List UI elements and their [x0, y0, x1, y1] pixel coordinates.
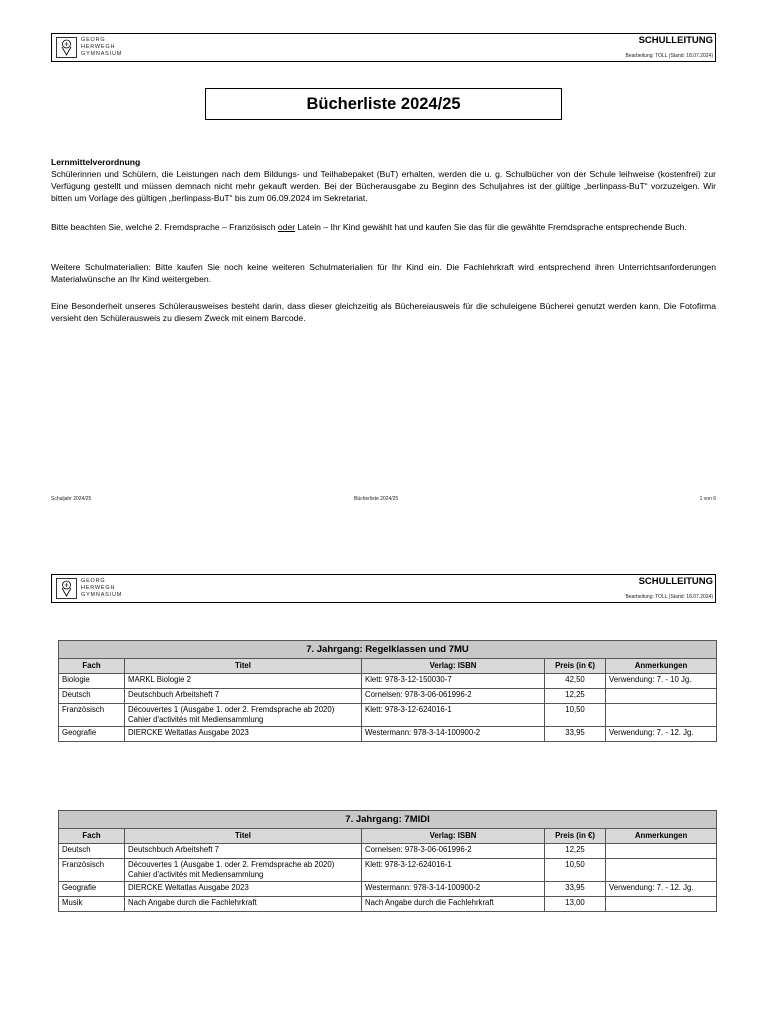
page-header — [51, 33, 716, 62]
school-logo-icon — [56, 578, 77, 599]
column-header-verlag: Verlag: ISBN — [362, 829, 545, 844]
table-row: Französisch Découvertes 1 (Ausgabe 1. oder 2. Fremdsprache ab 2020) Cahier d'activités mit Mediensammlung Klett: 978-3-12-624016-1 10,50 — [59, 859, 717, 882]
intro-paragraph-1: Lernmittelverordnung Schülerinnen und Schülern, die Leistungen nach dem Bildungs- und Teilhabepaket (BuT) erhalten, werden die u. g. Schulbücher von der Schule leihweise (kostenfrei) zur Verfügung gestellt und müssen demnach nicht mehr gekauft werden. Bei der Bücherausgabe zu Beginn des Schuljahres ist der gültige „berlinpass-BuT“ vorzuzeigen. Wir bitten um Vorlage des gültigen „berlinpass-BuT“ bis zum 06.09.2024 im Sekretariat. — [51, 157, 716, 203]
school-name: GEORG HERWEGH GYMNASIUM — [81, 578, 123, 598]
footer-page-number: 1 von 6 — [699, 496, 716, 502]
book-table-regelklassen — [58, 640, 717, 742]
column-header-anmerkungen: Anmerkungen — [606, 659, 717, 674]
footer-doc-name: Bücherliste 2024/25 — [354, 496, 399, 502]
book-table-7midi — [58, 810, 717, 912]
underlined-word: oder — [277, 222, 296, 232]
column-header-titel: Titel — [125, 829, 362, 844]
school-name: GEORG HERWEGH GYMNASIUM — [81, 37, 123, 57]
column-header-preis: Preis (in €) — [545, 659, 606, 674]
org-unit: SCHULLEITUNG — [638, 35, 713, 46]
column-header-verlag: Verlag: ISBN — [362, 659, 545, 674]
column-header-anmerkungen: Anmerkungen — [606, 829, 717, 844]
page-header — [51, 574, 716, 603]
table-caption: 7. Jahrgang: 7MIDI — [59, 811, 717, 829]
school-logo-icon — [56, 37, 77, 58]
edit-info: Bearbeitung: TOLL (Stand: 18.07.2024) — [625, 594, 713, 600]
intro-paragraph-2: Bitte beachten Sie, welche 2. Fremdsprache – Französisch oder Latein – Ihr Kind gewählt hat und kaufen Sie das für die gewählte Fremdsprache entsprechende Buch. — [51, 222, 687, 232]
table-row: Musik Nach Angabe durch die Fachlehrkraft Nach Angabe durch die Fachlehrkraft 13,00 — [59, 897, 717, 912]
table-row: Geografie DIERCKE Weltatlas Ausgabe 2023 Westermann: 978-3-14-100900-2 33,95 Verwendung: 7. - 12. Jg. — [59, 882, 717, 897]
column-header-preis: Preis (in €) — [545, 829, 606, 844]
table-row: Biologie MARKL Biologie 2 Klett: 978-3-12-150030-7 42,50 Verwendung: 7. - 10 Jg. — [59, 674, 717, 689]
intro-paragraph-3: Weitere Schulmaterialien: Bitte kaufen Sie noch keine weiteren Schulmaterialien für Ihr Kind ein. Die Fachlehrkraft wird entsprechend ihren Unterrichtsanforderungen Materialwünsche an Ihr Kind weitergeben. — [51, 262, 716, 284]
edit-info: Bearbeitung: TOLL (Stand: 18.07.2024) — [625, 53, 713, 59]
table-row: Deutsch Deutschbuch Arbeitsheft 7 Cornelsen: 978-3-06-061996-2 12,25 — [59, 689, 717, 704]
table-caption: 7. Jahrgang: Regelklassen und 7MU — [59, 641, 717, 659]
column-header-fach: Fach — [59, 659, 125, 674]
intro-paragraph-4: Eine Besonderheit unseres Schülerausweises besteht darin, dass dieser gleichzeitig als Büchereiausweis für die schuleigene Bücherei genutzt werden kann. Die Fotofirma versieht den Schülerausweis zu diesem Zweck mit einem Barcode. — [51, 301, 716, 323]
document-title: Bücherliste 2024/25 — [205, 88, 562, 120]
table-row: Französisch Découvertes 1 (Ausgabe 1. oder 2. Fremdsprache ab 2020) Cahier d'activités mit Mediensammlung Klett: 978-3-12-624016-1 10,50 — [59, 704, 717, 727]
footer-school-year: Schuljahr 2024/25 — [51, 496, 92, 502]
org-unit: SCHULLEITUNG — [638, 576, 713, 587]
column-header-titel: Titel — [125, 659, 362, 674]
table-row: Deutsch Deutschbuch Arbeitsheft 7 Cornelsen: 978-3-06-061996-2 12,25 — [59, 844, 717, 859]
table-row: Geografie DIERCKE Weltatlas Ausgabe 2023 Westermann: 978-3-14-100900-2 33,95 Verwendung: 7. - 12. Jg. — [59, 727, 717, 742]
column-header-fach: Fach — [59, 829, 125, 844]
section-heading: Lernmittelverordnung — [51, 157, 141, 167]
